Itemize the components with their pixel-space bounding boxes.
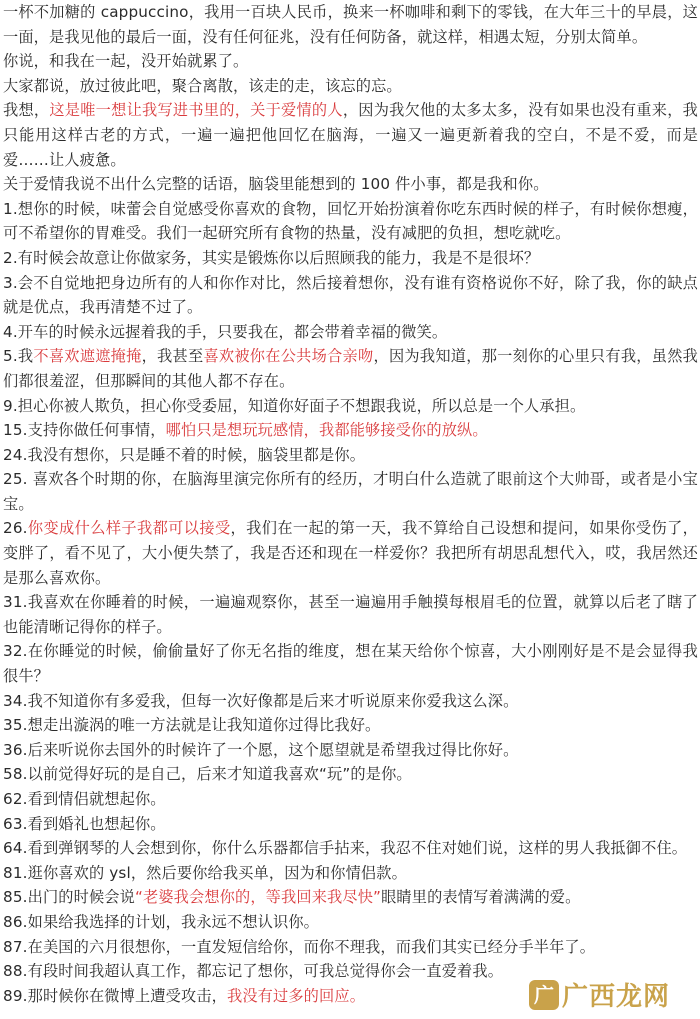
highlighted-text: 你变成什么样子我都可以接受 [27, 519, 231, 538]
text-span: 58.以前觉得好玩的是自己，后来才知道我喜欢“玩”的是你。 [3, 765, 412, 784]
watermark-icon: 广 [529, 980, 559, 1010]
paragraph [3, 246, 698, 271]
paragraph [3, 418, 698, 443]
text-span: 4.开车的时候永远握着我的手，只要我在，都会带着幸福的微笑。 [3, 322, 448, 341]
text-span: ，我甚至 [141, 347, 204, 366]
paragraph [3, 271, 698, 320]
text-span: 88.有段时间我超认真工作，都忘记了想你，可我总觉得你会一直爱着我。 [3, 962, 504, 981]
paragraph [3, 98, 698, 172]
text-span: ，我们在一起的第一天，我不算给自己设想和提问，如果你受伤了，变胖了，看不见了，大小便失禁了，我是否还和现在一样爱你？我把所有胡思乱想代入，哎，我居然还是那么喜欢你。 [3, 519, 699, 587]
text-span: 大家都说，放过彼此吧，聚合离散，该走的走，该忘的忘。 [3, 76, 402, 95]
paragraph [3, 812, 698, 837]
highlighted-text: 喜欢被你在公共场合亲吻 [203, 347, 374, 366]
text-span: 26. [3, 519, 28, 538]
text-span: 32.在你睡觉的时候，偷偷量好了你无名指的维度，想在某天给你个惊喜，大小刚刚好是不是会显得我很牛？ [3, 642, 698, 686]
text-span: 你说，和我在一起，没开始就累了。 [3, 52, 249, 71]
text-span: 我想， [3, 101, 50, 120]
text-span: 87.在美国的六月很想你，一直发短信给你，而你不理我，而我们其实已经分手半年了。 [3, 937, 596, 956]
text-span: 63.看到婚礼也想起你。 [3, 814, 166, 833]
text-span: 31.我喜欢在你睡着的时候，一遍遍观察你，甚至一遍遍用手触摸每根眉毛的位置，就算以后老了瞎了也能清晰记得你的样子。 [3, 593, 698, 636]
text-span: 15.支持你做任何事情， [3, 421, 166, 440]
paragraph [3, 320, 698, 345]
paragraph [3, 49, 698, 74]
paragraph [3, 738, 698, 763]
text-span: 3.会不自觉地把身边所有的人和你作对比，然后接着想你，没有谁有资格说你不好，除了我，你的缺点就是优点，我再清楚不过了。 [3, 273, 698, 317]
watermark-text: 广西龙网 [561, 982, 670, 1012]
text-span: 5.我 [3, 347, 34, 366]
text-span: 34.我不知道你有多爱我，但每一次好像都是后来才听说原来你爱我这么深。 [3, 691, 519, 710]
paragraph [3, 74, 698, 99]
paragraph [3, 0, 698, 49]
highlighted-text: 这是唯一想让我写进书里的，关于爱情的人 [49, 101, 343, 120]
text-span: 85.出门的时候会说 [3, 888, 135, 907]
paragraph [3, 935, 698, 960]
highlighted-text: 哪怕只是想玩玩感情，我都能够接受你的放纵。 [165, 421, 488, 440]
text-span: 2.有时候会故意让你做家务，其实是锻炼你以后照顾我的能力，我是不是很坏？ [3, 248, 540, 267]
paragraph [3, 861, 698, 886]
text-span: 36.后来听说你去国外的时候许了一个愿，这个愿望就是希望我过得比你好。 [3, 740, 519, 759]
highlighted-text: 我没有过多的回应。 [227, 986, 366, 1005]
highlighted-text: “老婆我会想你的，等我回来我尽快” [134, 888, 382, 907]
paragraph [3, 689, 698, 714]
text-span: 35.想走出漩涡的唯一方法就是让我知道你过得比我好。 [3, 716, 381, 735]
text-span: 一杯不加糖的 cappuccino，我用一百块人民币，换来一杯咖啡和剩下的零钱，在大年三十的早晨，这一面，是我见他的最后一面，没有任何征兆，没有任何防备，就这样，相遇太短，分别太简单。 [3, 3, 698, 46]
paragraph [3, 394, 698, 419]
paragraph [3, 590, 698, 639]
paragraph [3, 467, 698, 516]
paragraph [3, 713, 698, 738]
paragraph [3, 443, 698, 468]
text-span: 86.如果给我选择的计划，我永远不想认识你。 [3, 912, 320, 931]
text-span: 眼睛里的表情写着满满的爱。 [381, 888, 581, 907]
highlighted-text: 不喜欢遮遮掩掩 [33, 347, 142, 366]
paragraph [3, 172, 698, 197]
paragraph [3, 639, 698, 688]
text-span: 关于爱情我说不出什么完整的话语，脑袋里能想到的 100 件小事，都是我和你。 [3, 175, 549, 194]
paragraph [3, 787, 698, 812]
text-span: ，因为我欠他的太多太多，没有如果也没有重来，我只能用这样古老的方式，一遍一遍把他回忆在脑海，一遍又一遍更新着我的空白，不是不爱，而是爱……让人疲惫。 [3, 101, 698, 169]
text-span: 89.那时候你在微博上遭受攻击， [3, 986, 227, 1005]
paragraph [3, 197, 698, 246]
text-span: 25. 喜欢各个时期的你，在脑海里演完你所有的经历，才明白什么造就了眼前这个大帅哥，或者是小宝宝。 [3, 470, 698, 513]
text-span: 81.逛你喜欢的 ysl，然后要你给我买单，因为和你情侣款。 [3, 863, 407, 882]
text-span: 62.看到情侣就想起你。 [3, 790, 166, 808]
watermark-logo [529, 976, 670, 1013]
text-span: 1.想你的时候，味蕾会自觉感受你喜欢的食物，回忆开始扮演着你吃东西时候的样子，有时候你想瘦，可不希望你的胃难受。我们一起研究所有食物的热量，没有减肥的负担，想吃就吃。 [3, 199, 698, 243]
paragraph [3, 344, 698, 393]
text-span: 9.担心你被人欺负，担心你受委屈，知道你好面子不想跟我说，所以总是一个人承担。 [3, 396, 586, 415]
paragraph [3, 762, 698, 787]
paragraph [3, 516, 698, 590]
paragraph [3, 836, 698, 861]
text-span: 64.看到弹钢琴的人会想到你，你什么乐器都信手拈来，我忍不住对她们说，这样的男人我抵御不住。 [3, 839, 688, 858]
text-span: ，因为我知道，那一刻你的心里只有我，虽然我们都很羞涩，但那瞬间的其他人都不存在。 [3, 347, 698, 390]
paragraph [3, 885, 698, 910]
text-span: 24.我没有想你，只是睡不着的时候，脑袋里都是你。 [3, 445, 366, 464]
paragraph [3, 910, 698, 935]
